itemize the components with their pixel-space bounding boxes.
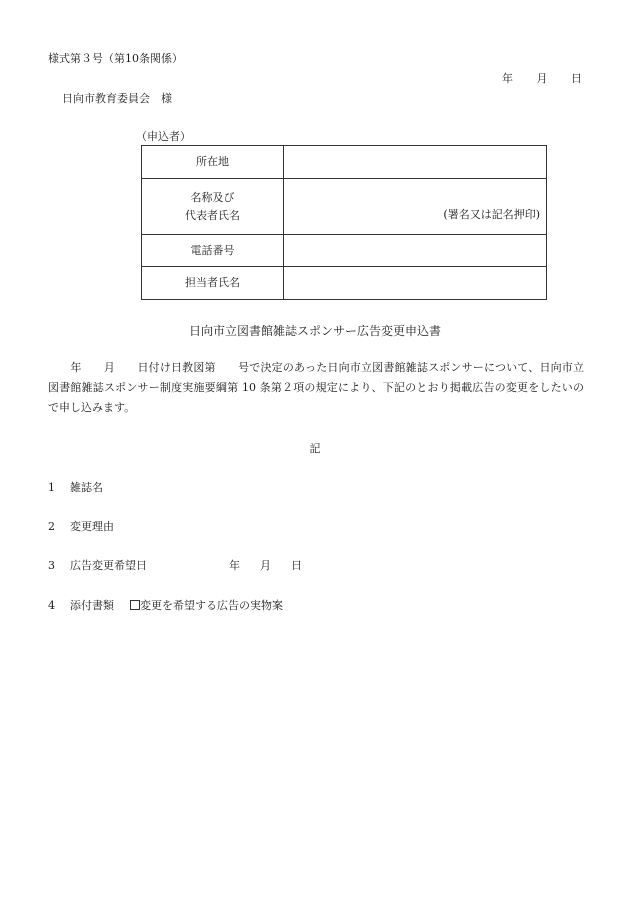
contact-person-field[interactable]: [284, 267, 547, 300]
applicant-table: [141, 145, 547, 300]
document-title: 日向市立図書館雑誌スポンサー広告変更申込書: [188, 324, 441, 338]
item-label: 広告変更希望日: [70, 559, 147, 572]
phone-label: 電話番号: [142, 235, 284, 267]
item-label: 雑誌名: [70, 481, 103, 494]
item-magazine-name: [48, 479, 103, 495]
name-representative-field[interactable]: [284, 179, 547, 235]
label-line: 名称及び: [190, 190, 235, 204]
form-number: 様式第３号（第10条関係）: [48, 52, 183, 65]
item-change-reason: [48, 518, 114, 534]
item-number: 2: [48, 520, 55, 533]
attachment-checkbox[interactable]: [130, 600, 140, 610]
table-row: [142, 267, 547, 300]
label-line: 代表者氏名: [185, 208, 240, 222]
table-row: [142, 146, 547, 179]
item-label: 変更理由: [70, 520, 114, 533]
date-year: 年: [229, 559, 240, 572]
applicant-label: （申込者）: [136, 130, 191, 143]
date-day: 日: [571, 72, 582, 85]
attachment-option: 変更を希望する広告の実物案: [140, 599, 283, 612]
name-representative-label: [142, 179, 284, 235]
item-number: 1: [48, 481, 55, 494]
addressee: 日向市教育委員会 様: [62, 92, 172, 105]
body-text: 年 月 日付け日教図第 号で決定のあった日向市立図書館雑誌スポンサーについて、日向市立図書館雑誌スポンサー制度実施要綱第 10 条第２項の規定により、下記のとおり掲載広告の変更をしたいので申し込みます。: [48, 361, 584, 414]
submission-date: [482, 70, 582, 86]
item-number: 3: [48, 559, 55, 572]
item-label: 添付書類: [70, 599, 114, 612]
date-year: 年: [502, 72, 513, 85]
table-row: [142, 235, 547, 267]
date-day: 日: [291, 559, 302, 572]
address-field[interactable]: [284, 146, 547, 179]
table-row: [142, 179, 547, 235]
desired-date: [229, 559, 322, 572]
item-desired-date: [48, 557, 322, 573]
item-attachments: [48, 597, 283, 613]
ki-heading: 記: [309, 442, 321, 455]
item-number: 4: [48, 599, 55, 612]
date-month: 月: [260, 559, 271, 572]
address-label: 所在地: [142, 146, 284, 179]
contact-person-label: 担当者氏名: [142, 267, 284, 300]
phone-field[interactable]: [284, 235, 547, 267]
signature-note: (署名又は記名押印): [443, 208, 540, 221]
date-month: 月: [536, 72, 548, 85]
